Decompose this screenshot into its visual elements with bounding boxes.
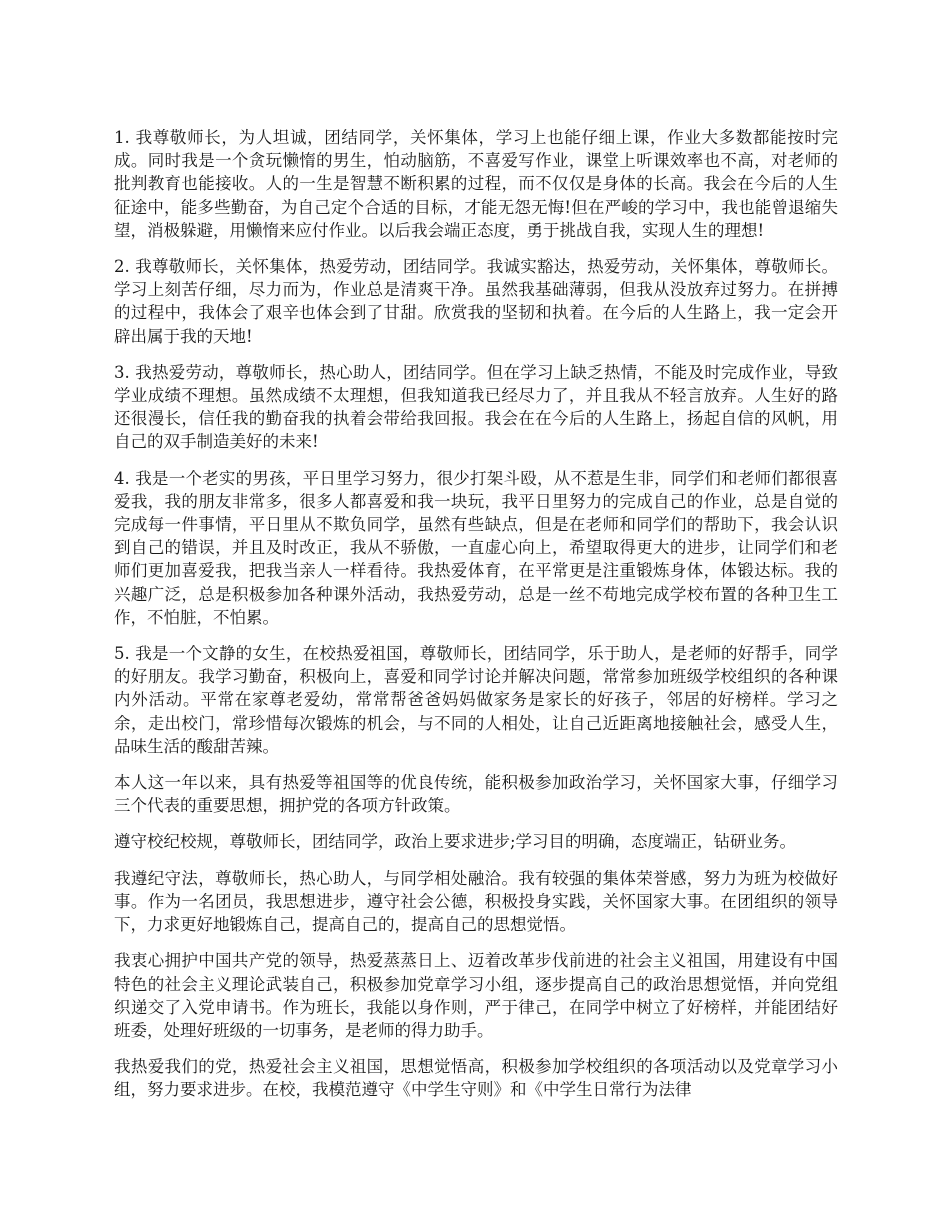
paragraph-3: 3. 我热爱劳动，尊敬师长，热心助人，团结同学。但在学习上缺乏热情，不能及时完成作业，导致学业成绩不理想。虽然成绩不太理想，但我知道我已经尽力了，并且我从不轻言放弃。人生好的路还很漫长，信任我的勤奋我的执着会带给我回报。我会在在今后的人生路上，扬起自信的风帆，用自己的双手制造美好的未来! (114, 362, 838, 452)
paragraph-2: 2. 我尊敬师长，关怀集体，热爱劳动，团结同学。我诚实豁达，热爱劳动，关怀集体，尊敬师长。学习上刻苦仔细，尽力而为，作业总是清爽干净。虽然我基础薄弱，但我从没放弃过努力。在拼搏的过程中，我体会了艰辛也体会到了甘甜。欣赏我的坚韧和执着。在今后的人生路上，我一定会开辟出属于我的天地! (114, 257, 838, 346)
paragraph-1: 1. 我尊敬师长，为人坦诚，团结同学，关怀集体，学习上也能仔细上课，作业大多数都能按时完成。同时我是一个贪玩懒惰的男生，怕动脑筋，不喜爱写作业，课堂上听课效率也不高，对老师的批判教育也能接收。人的一生是智慧不断积累的过程，而不仅仅是身体的长高。我会在今后的人生征途中，能多些勤奋，为自己定个合适的目标，才能无怨无悔!但在严峻的学习中，我也能曾退缩失望，消极躲避，用懒惰来应付作业。以后我会端正态度，勇于挑战自我，实现人生的理想! (114, 128, 838, 240)
paragraph-4: 4. 我是一个老实的男孩，平日里学习努力，很少打架斗殴，从不惹是生非，同学们和老师们都很喜爱我，我的朋友非常多，很多人都喜爱和我一块玩，我平日里努力的完成自己的作业，总是自觉的完成每一件事情，平日里从不欺负同学，虽然有些缺点，但是在老师和同学们的帮助下，我会认识到自己的错误，并且及时改正，我从不骄傲，一直虚心向上，希望取得更大的进步，让同学们和老师们更加喜爱我，把我当亲人一样看待。我热爱体育，在平常更是注重锻炼身体，体锻达标。我的兴趣广泛，总是积极参加各种课外活动，我热爱劳动，总是一丝不苟地完成学校布置的各种卫生工作，不怕脏，不怕累。 (114, 468, 838, 627)
paragraph-9: 我衷心拥护中国共产党的领导，热爱蒸蒸日上、迈着改革步伐前进的社会主义祖国，用建设有中国特色的社会主义理论武装自己，积极参加党章学习小组，逐步提高自己的政治思想觉悟，并向党组织递交了入党申请书。作为班长，我能以身作则，严于律己，在同学中树立了好榜样，并能团结好班委，处理好班级的一切事务，是老师的得力助手。 (114, 951, 838, 1040)
paragraph-6: 本人这一年以来，具有热爱等祖国等的优良传统，能积极参加政治学习，关怀国家大事，仔细学习三个代表的重要思想，拥护党的各项方针政策。 (114, 773, 838, 816)
paragraph-8: 我遵纪守法，尊敬师长，热心助人，与同学相处融洽。我有较强的集体荣誉感，努力为班为校做好事。作为一名团员，我思想进步，遵守社会公德，积极投身实践，关怀国家大事。在团组织的领导下，力求更好地锻炼自己，提高自己的，提高自己的思想觉悟。 (114, 868, 838, 935)
paragraph-10: 我热爱我们的党，热爱社会主义祖国，思想觉悟高，积极参加学校组织的各项活动以及党章学习小组，努力要求进步。在校，我模范遵守《中学生守则》和《中学生日常行为法律 (114, 1057, 838, 1100)
paragraph-7: 遵守校纪校规，尊敬师长，团结同学，政治上要求进步;学习目的明确，态度端正，钻研业务。 (114, 832, 797, 852)
paragraph-5: 5. 我是一个文静的女生，在校热爱祖国，尊敬师长，团结同学，乐于助人，是老师的好帮手，同学的好朋友。我学习勤奋，积极向上，喜爱和同学讨论并解决问题，常常参加班级学校组织的各种课内外活动。平常在家尊老爱幼，常常帮爸爸妈妈做家务是家长的好孩子，邻居的好榜样。学习之余，走出校门，常珍惜每次锻炼的机会，与不同的人相处，让自己近距离地接触社会，感受人生，品味生活的酸甜苦辣。 (114, 644, 838, 756)
document-body (114, 126, 838, 1115)
